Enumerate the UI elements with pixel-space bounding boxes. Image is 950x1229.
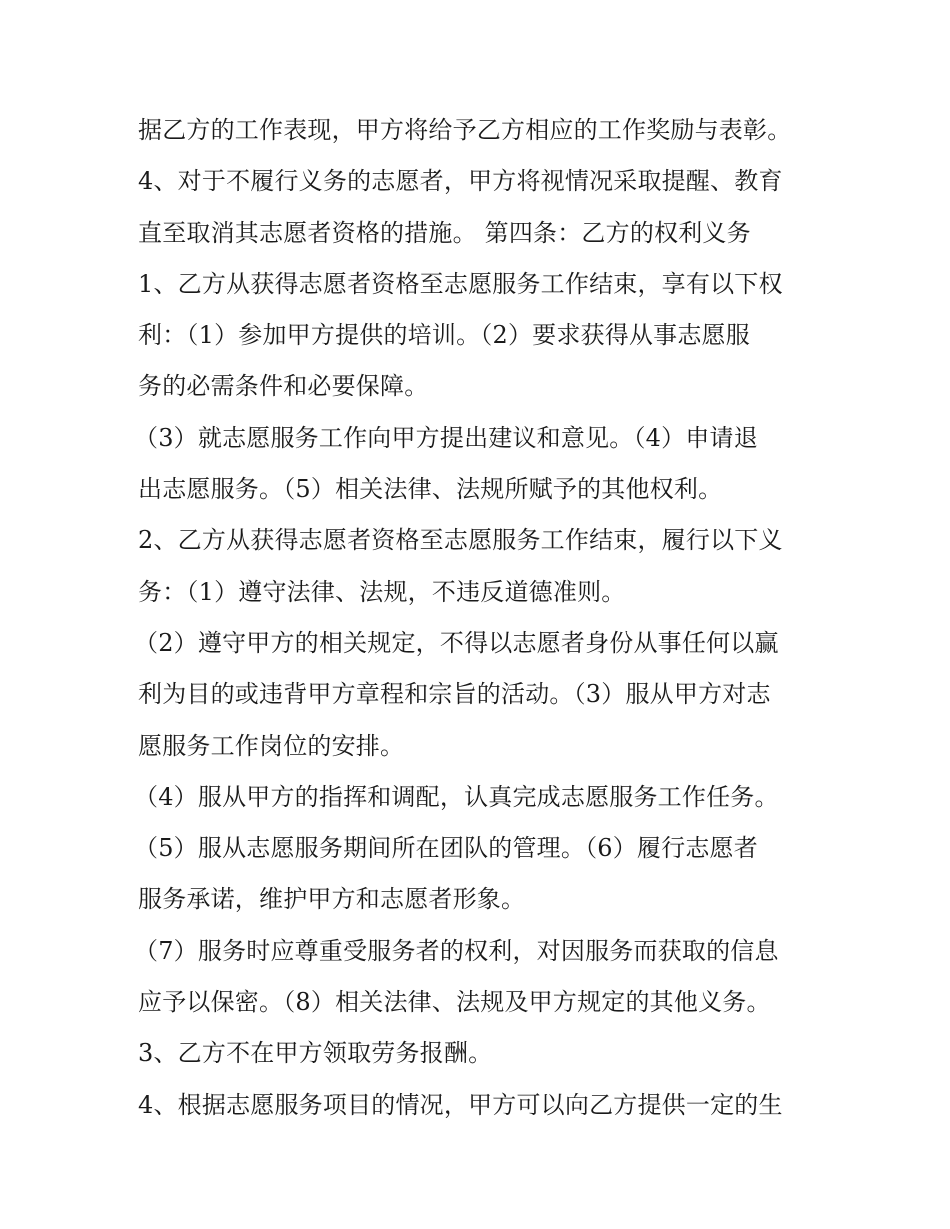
text-line: （2）遵守甲方的相关规定，不得以志愿者身份从事任何以赢 — [134, 628, 779, 657]
text-line: 4、对于不履行义务的志愿者，甲方将视情况采取提醒、教育 — [138, 167, 783, 196]
text-line: （7）服务时应尊重受服务者的权利，对因服务而获取的信息 — [134, 936, 779, 965]
text-line: （3）就志愿服务工作向甲方提出建议和意见。（4）申请退 — [134, 423, 758, 452]
text-line: 3、乙方不在甲方领取劳务报酬。 — [138, 1039, 493, 1068]
text-line: 2、乙方从获得志愿者资格至志愿服务工作结束，履行以下义 — [138, 526, 783, 555]
text-line: 直至取消其志愿者资格的措施。 第四条：乙方的权利义务 — [138, 218, 751, 247]
document-body — [134, 105, 818, 1131]
text-line: 愿服务工作岗位的安排。 — [138, 731, 405, 760]
text-line: （5）服从志愿服务期间所在团队的管理。（6）履行志愿者 — [134, 834, 758, 863]
text-line: 利：（1）参加甲方提供的培训。（2）要求获得从事志愿服 — [138, 321, 750, 350]
text-line: 务的必需条件和必要保障。 — [138, 372, 429, 401]
text-line: （4）服从甲方的指挥和调配，认真完成志愿服务工作任务。 — [134, 782, 779, 811]
text-line: 1、乙方从获得志愿者资格至志愿服务工作结束，享有以下权 — [138, 269, 783, 298]
text-line: 服务承诺，维护甲方和志愿者形象。 — [138, 885, 526, 914]
text-line: 出志愿服务。（5）相关法律、法规所赋予的其他权利。 — [138, 475, 723, 504]
text-line: 据乙方的工作表现，甲方将给予乙方相应的工作奖励与表彰。 — [138, 116, 792, 144]
text-line: 利为目的或违背甲方章程和宗旨的活动。（3）服从甲方对志 — [138, 680, 771, 709]
text-line: 4、根据志愿服务项目的情况，甲方可以向乙方提供一定的生 — [138, 1090, 783, 1119]
text-line: 应予以保密。（8）相关法律、法规及甲方规定的其他义务。 — [138, 988, 771, 1017]
text-line: 务：（1）遵守法律、法规，不违反道德准则。 — [138, 577, 626, 606]
